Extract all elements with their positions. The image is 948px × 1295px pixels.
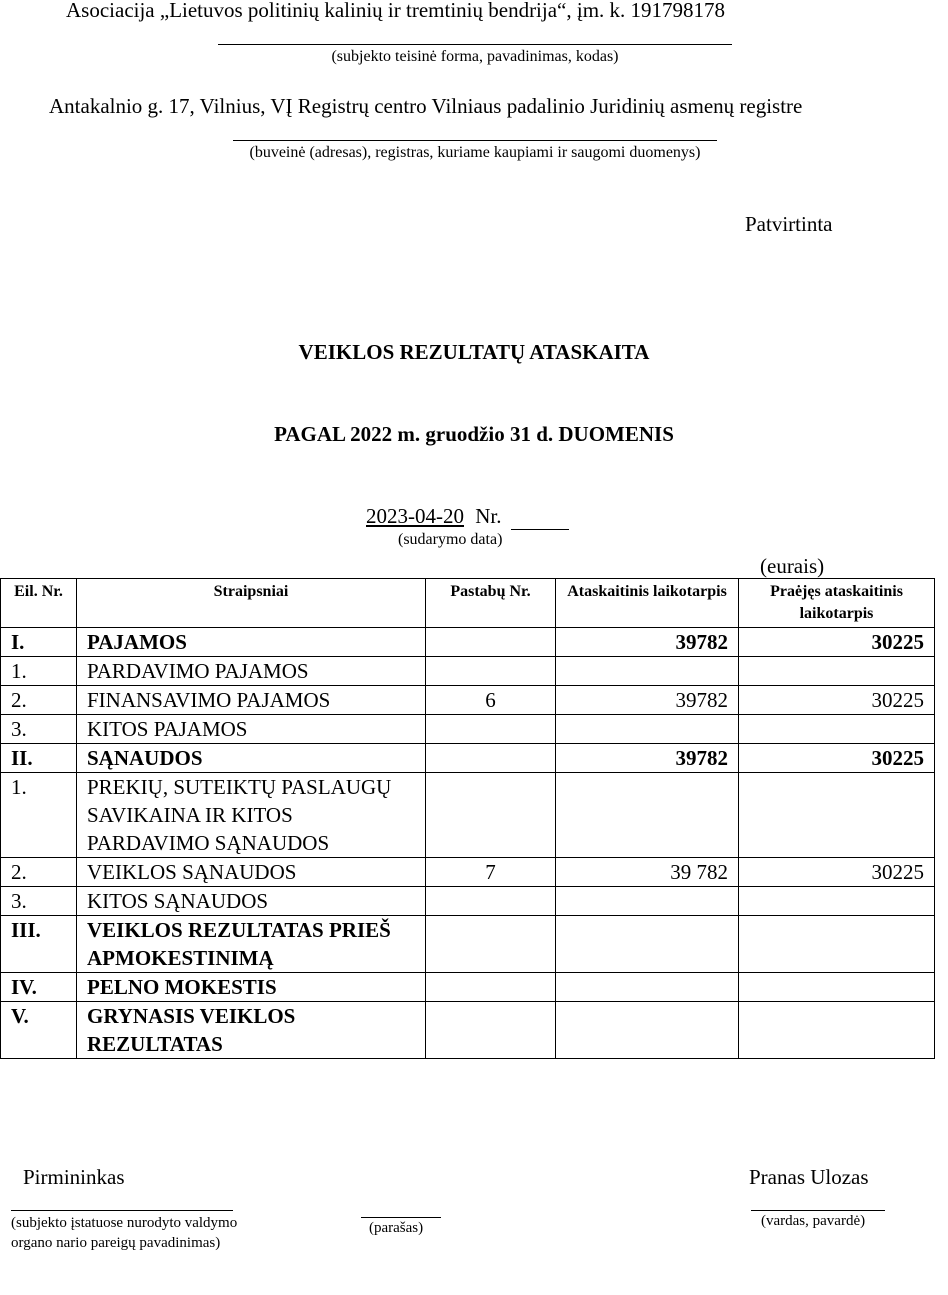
signer-position: Pirmininkas — [23, 1165, 125, 1189]
row-previous-value — [739, 657, 935, 686]
report-date-line — [366, 504, 569, 530]
row-note — [426, 715, 556, 744]
nr-blank — [511, 504, 569, 530]
header-pastabu-nr: Pastabų Nr. — [426, 579, 556, 628]
row-note: 7 — [426, 858, 556, 887]
row-note — [426, 628, 556, 657]
table-row — [1, 773, 935, 858]
row-number: 2. — [1, 858, 77, 887]
table-row — [1, 973, 935, 1002]
row-previous-value: 30225 — [739, 858, 935, 887]
row-previous-value: 30225 — [739, 744, 935, 773]
signer-name: Pranas Ulozas — [749, 1165, 869, 1189]
report-title: VEIKLOS REZULTATŲ ATASKAITA — [298, 340, 650, 364]
row-note — [426, 657, 556, 686]
table-header-row — [1, 579, 935, 628]
row-item: VEIKLOS REZULTATAS PRIEŠ APMOKESTINIMĄ — [77, 916, 426, 973]
row-number: 1. — [1, 773, 77, 858]
entity-name: Asociacija „Lietuvos politinių kalinių ir tremtinių bendrija“, įm. k. 191798178 — [66, 0, 726, 22]
row-item: PREKIŲ, SUTEIKTŲ PASLAUGŲ SAVIKAINA IR KITOS PARDAVIMO SĄNAUDOS — [77, 773, 426, 858]
row-number: III. — [1, 916, 77, 973]
row-current-value — [556, 715, 739, 744]
entity-caption: (subjekto teisinė forma, pavadinimas, kodas) — [331, 48, 619, 65]
row-current-value — [556, 916, 739, 973]
row-number: II. — [1, 744, 77, 773]
row-previous-value — [739, 1002, 935, 1059]
row-previous-value — [739, 887, 935, 916]
row-item: GRYNASIS VEIKLOS REZULTATAS — [77, 1002, 426, 1059]
address-caption: (buveinė (adresas), registras, kuriame kaupiami ir saugomi duomenys) — [249, 144, 701, 161]
row-previous-value — [739, 916, 935, 973]
position-caption: (subjekto įstatuose nurodyto valdymo organo nario pareigų pavadinimas) — [11, 1215, 238, 1251]
row-item: KITOS PAJAMOS — [77, 715, 426, 744]
report-subtitle: PAGAL 2022 m. gruodžio 31 d. DUOMENIS — [274, 422, 674, 446]
header-current-period: Ataskaitinis laikotarpis — [556, 579, 739, 628]
table-row — [1, 916, 935, 973]
signature-underline — [361, 1217, 441, 1218]
row-item: FINANSAVIMO PAJAMOS — [77, 686, 426, 715]
table-row — [1, 628, 935, 657]
row-current-value: 39782 — [556, 628, 739, 657]
table-row — [1, 715, 935, 744]
row-number: IV. — [1, 973, 77, 1002]
row-note — [426, 887, 556, 916]
row-previous-value: 30225 — [739, 686, 935, 715]
row-current-value — [556, 887, 739, 916]
row-note: 6 — [426, 686, 556, 715]
row-current-value — [556, 973, 739, 1002]
signature-caption: (parašas) — [369, 1220, 424, 1236]
table-row — [1, 858, 935, 887]
nr-label: Nr. — [475, 504, 502, 528]
row-number: 3. — [1, 887, 77, 916]
row-number: V. — [1, 1002, 77, 1059]
date-caption: (sudarymo data) — [398, 531, 503, 548]
row-note — [426, 973, 556, 1002]
report-date: 2023-04-20 — [366, 504, 464, 528]
name-caption: (vardas, pavardė) — [761, 1213, 866, 1229]
row-current-value: 39782 — [556, 744, 739, 773]
row-note — [426, 916, 556, 973]
row-previous-value — [739, 973, 935, 1002]
table-row — [1, 887, 935, 916]
row-number: I. — [1, 628, 77, 657]
row-previous-value: 30225 — [739, 628, 935, 657]
row-previous-value — [739, 715, 935, 744]
results-table — [0, 578, 935, 1059]
row-current-value: 39782 — [556, 686, 739, 715]
row-number: 2. — [1, 686, 77, 715]
table-row — [1, 744, 935, 773]
table-row — [1, 1002, 935, 1059]
address: Antakalnio g. 17, Vilnius, VĮ Registrų centro Vilniaus padalinio Juridinių asmenų registre — [49, 94, 803, 118]
row-number: 3. — [1, 715, 77, 744]
header-eil-nr: Eil. Nr. — [1, 579, 77, 628]
approved-label: Patvirtinta — [745, 212, 833, 236]
row-item: PELNO MOKESTIS — [77, 973, 426, 1002]
row-item: VEIKLOS SĄNAUDOS — [77, 858, 426, 887]
entity-underline — [218, 44, 732, 45]
name-underline — [751, 1210, 885, 1211]
address-underline — [233, 140, 717, 141]
table-row — [1, 686, 935, 715]
row-item: PARDAVIMO PAJAMOS — [77, 657, 426, 686]
row-item: PAJAMOS — [77, 628, 426, 657]
row-current-value — [556, 773, 739, 858]
table-row — [1, 657, 935, 686]
header-straipsniai: Straipsniai — [77, 579, 426, 628]
row-note — [426, 744, 556, 773]
position-underline — [11, 1210, 233, 1211]
row-current-value — [556, 1002, 739, 1059]
row-current-value: 39 782 — [556, 858, 739, 887]
currency-note: (eurais) — [760, 554, 825, 578]
row-item: KITOS SĄNAUDOS — [77, 887, 426, 916]
row-note — [426, 773, 556, 858]
header-previous-period: Praėjęs ataskaitinis laikotarpis — [739, 579, 935, 628]
row-previous-value — [739, 773, 935, 858]
row-note — [426, 1002, 556, 1059]
row-number: 1. — [1, 657, 77, 686]
row-item: SĄNAUDOS — [77, 744, 426, 773]
row-current-value — [556, 657, 739, 686]
